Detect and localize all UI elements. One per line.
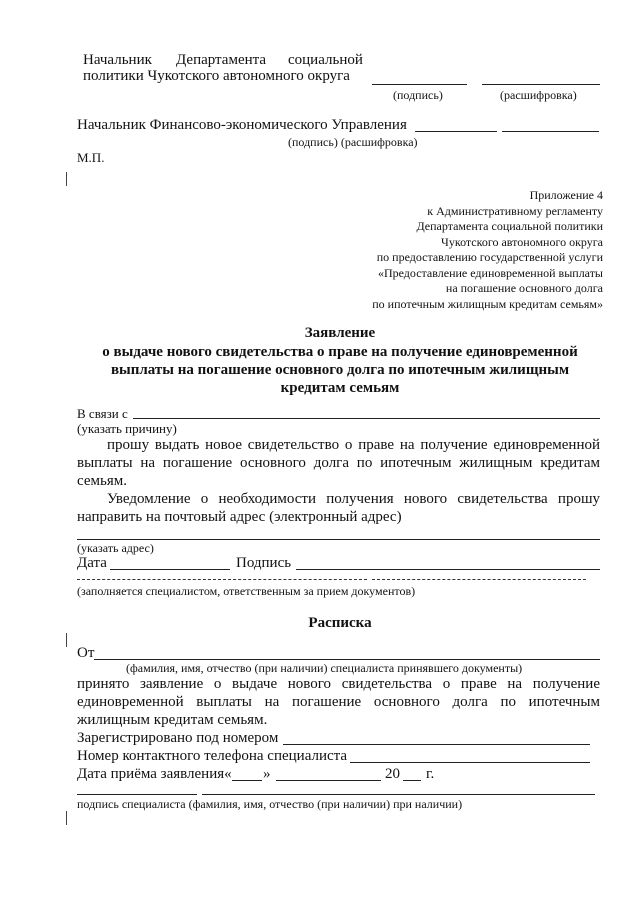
day-field[interactable]: [232, 780, 262, 781]
address-field[interactable]: [77, 539, 600, 540]
appendix-line: Департамента социальной политики: [416, 219, 603, 233]
signature-line[interactable]: [372, 84, 467, 85]
address-hint: (указать адрес): [77, 541, 154, 555]
seal-mark: М.П.: [77, 150, 105, 165]
appendix-block: [372, 188, 603, 312]
head-dept-word2: Департамента: [176, 52, 267, 68]
reason-field[interactable]: [133, 418, 600, 419]
receipt-title: Расписка: [308, 615, 372, 631]
notice-line-2: направить на почтовый адрес (электронный адрес): [77, 509, 402, 525]
appendix-line: «Предоставление единовременной выплаты: [377, 265, 603, 280]
reason-prefix: В связи с: [77, 406, 128, 421]
phone-field[interactable]: [350, 762, 590, 763]
head-dept-word1: Начальник: [83, 52, 152, 68]
finance-labels: (подпись) (расшифровка): [288, 135, 418, 149]
accepted-line-1: принято заявление о выдаче нового свидетельства о праве на получение: [77, 676, 600, 692]
date-field[interactable]: [110, 569, 230, 570]
decoding-label: (расшифровка): [500, 88, 577, 102]
margin-mark: [66, 172, 67, 186]
cut-line: [77, 579, 367, 580]
appendix-line: к Административному регламенту: [427, 203, 603, 218]
accepted-line-3: жилищным кредитам семьям.: [77, 712, 268, 728]
request-line-3: семьям.: [77, 473, 127, 489]
month-field[interactable]: [276, 780, 381, 781]
appendix-line: на погашение основного долга: [445, 281, 603, 295]
finance-decoding-line[interactable]: [502, 131, 599, 132]
appendix-line: Приложение 4: [529, 188, 603, 202]
applicant-signature-field[interactable]: [296, 569, 600, 570]
margin-mark: [66, 633, 67, 647]
year-suffix: г.: [426, 766, 435, 782]
reason-hint: (указать причину): [77, 421, 177, 436]
head-dept-line2: политики Чукотского автономного округа: [83, 68, 350, 84]
request-line-1: прошу выдать новое свидетельство о праве на получение единовременной: [107, 437, 600, 453]
appendix-line: Чукотского автономного округа: [441, 234, 603, 249]
appendix-line: по ипотечным жилищным кредитам семьям»: [372, 296, 603, 311]
registered-label: Зарегистрировано под номером: [77, 730, 279, 746]
year-prefix: 20: [385, 766, 400, 782]
subtitle-line: о выдаче нового свидетельства о праве на получение единовременной: [102, 344, 578, 360]
phone-label: Номер контактного телефона специалиста: [77, 748, 348, 764]
cut-line: [372, 579, 586, 580]
margin-mark: [66, 811, 67, 825]
from-label: От: [77, 645, 95, 661]
application-title: Заявление: [304, 325, 376, 341]
specialist-hint: (заполняется специалистом, ответственным за прием документов): [77, 584, 416, 598]
application-subtitle: [80, 343, 600, 397]
subtitle-line: кредитам семьям: [280, 380, 400, 396]
date-accepted-label: Дата приёма заявления«: [77, 766, 232, 782]
year-field[interactable]: [403, 780, 421, 781]
specialist-name-field[interactable]: [202, 794, 595, 795]
head-finance-title: Начальник Финансово-экономического Управления: [77, 117, 407, 133]
signature-label-app: Подпись: [236, 555, 292, 571]
request-line-2: выплаты на погашение основного долга по ипотечным жилищным кредитам: [77, 455, 600, 471]
head-dept-word3: социальной: [288, 52, 363, 68]
subtitle-line: выплаты на погашение основного долга по ипотечным жилищным: [110, 362, 570, 378]
registration-number-field[interactable]: [283, 744, 590, 745]
date-quote-close: »: [263, 766, 271, 782]
appendix-line: по предоставлению государственной услуги: [376, 250, 603, 264]
finance-signature-line[interactable]: [415, 131, 497, 132]
from-field[interactable]: [94, 659, 600, 660]
accepted-line-2: единовременной выплаты на погашение основного долга по ипотечным: [77, 694, 600, 710]
notice-line-1: Уведомление о необходимости получения нового свидетельства прошу: [107, 491, 600, 507]
decoding-line[interactable]: [482, 84, 600, 85]
signature-label: (подпись): [393, 88, 443, 102]
specialist-signature-hint: подпись специалиста (фамилия, имя, отчество (при наличии) при наличии): [77, 797, 463, 811]
from-hint: (фамилия, имя, отчество (при наличии) специалиста принявшего документы): [126, 661, 523, 675]
specialist-signature-field[interactable]: [77, 794, 197, 795]
date-label: Дата: [77, 555, 107, 571]
